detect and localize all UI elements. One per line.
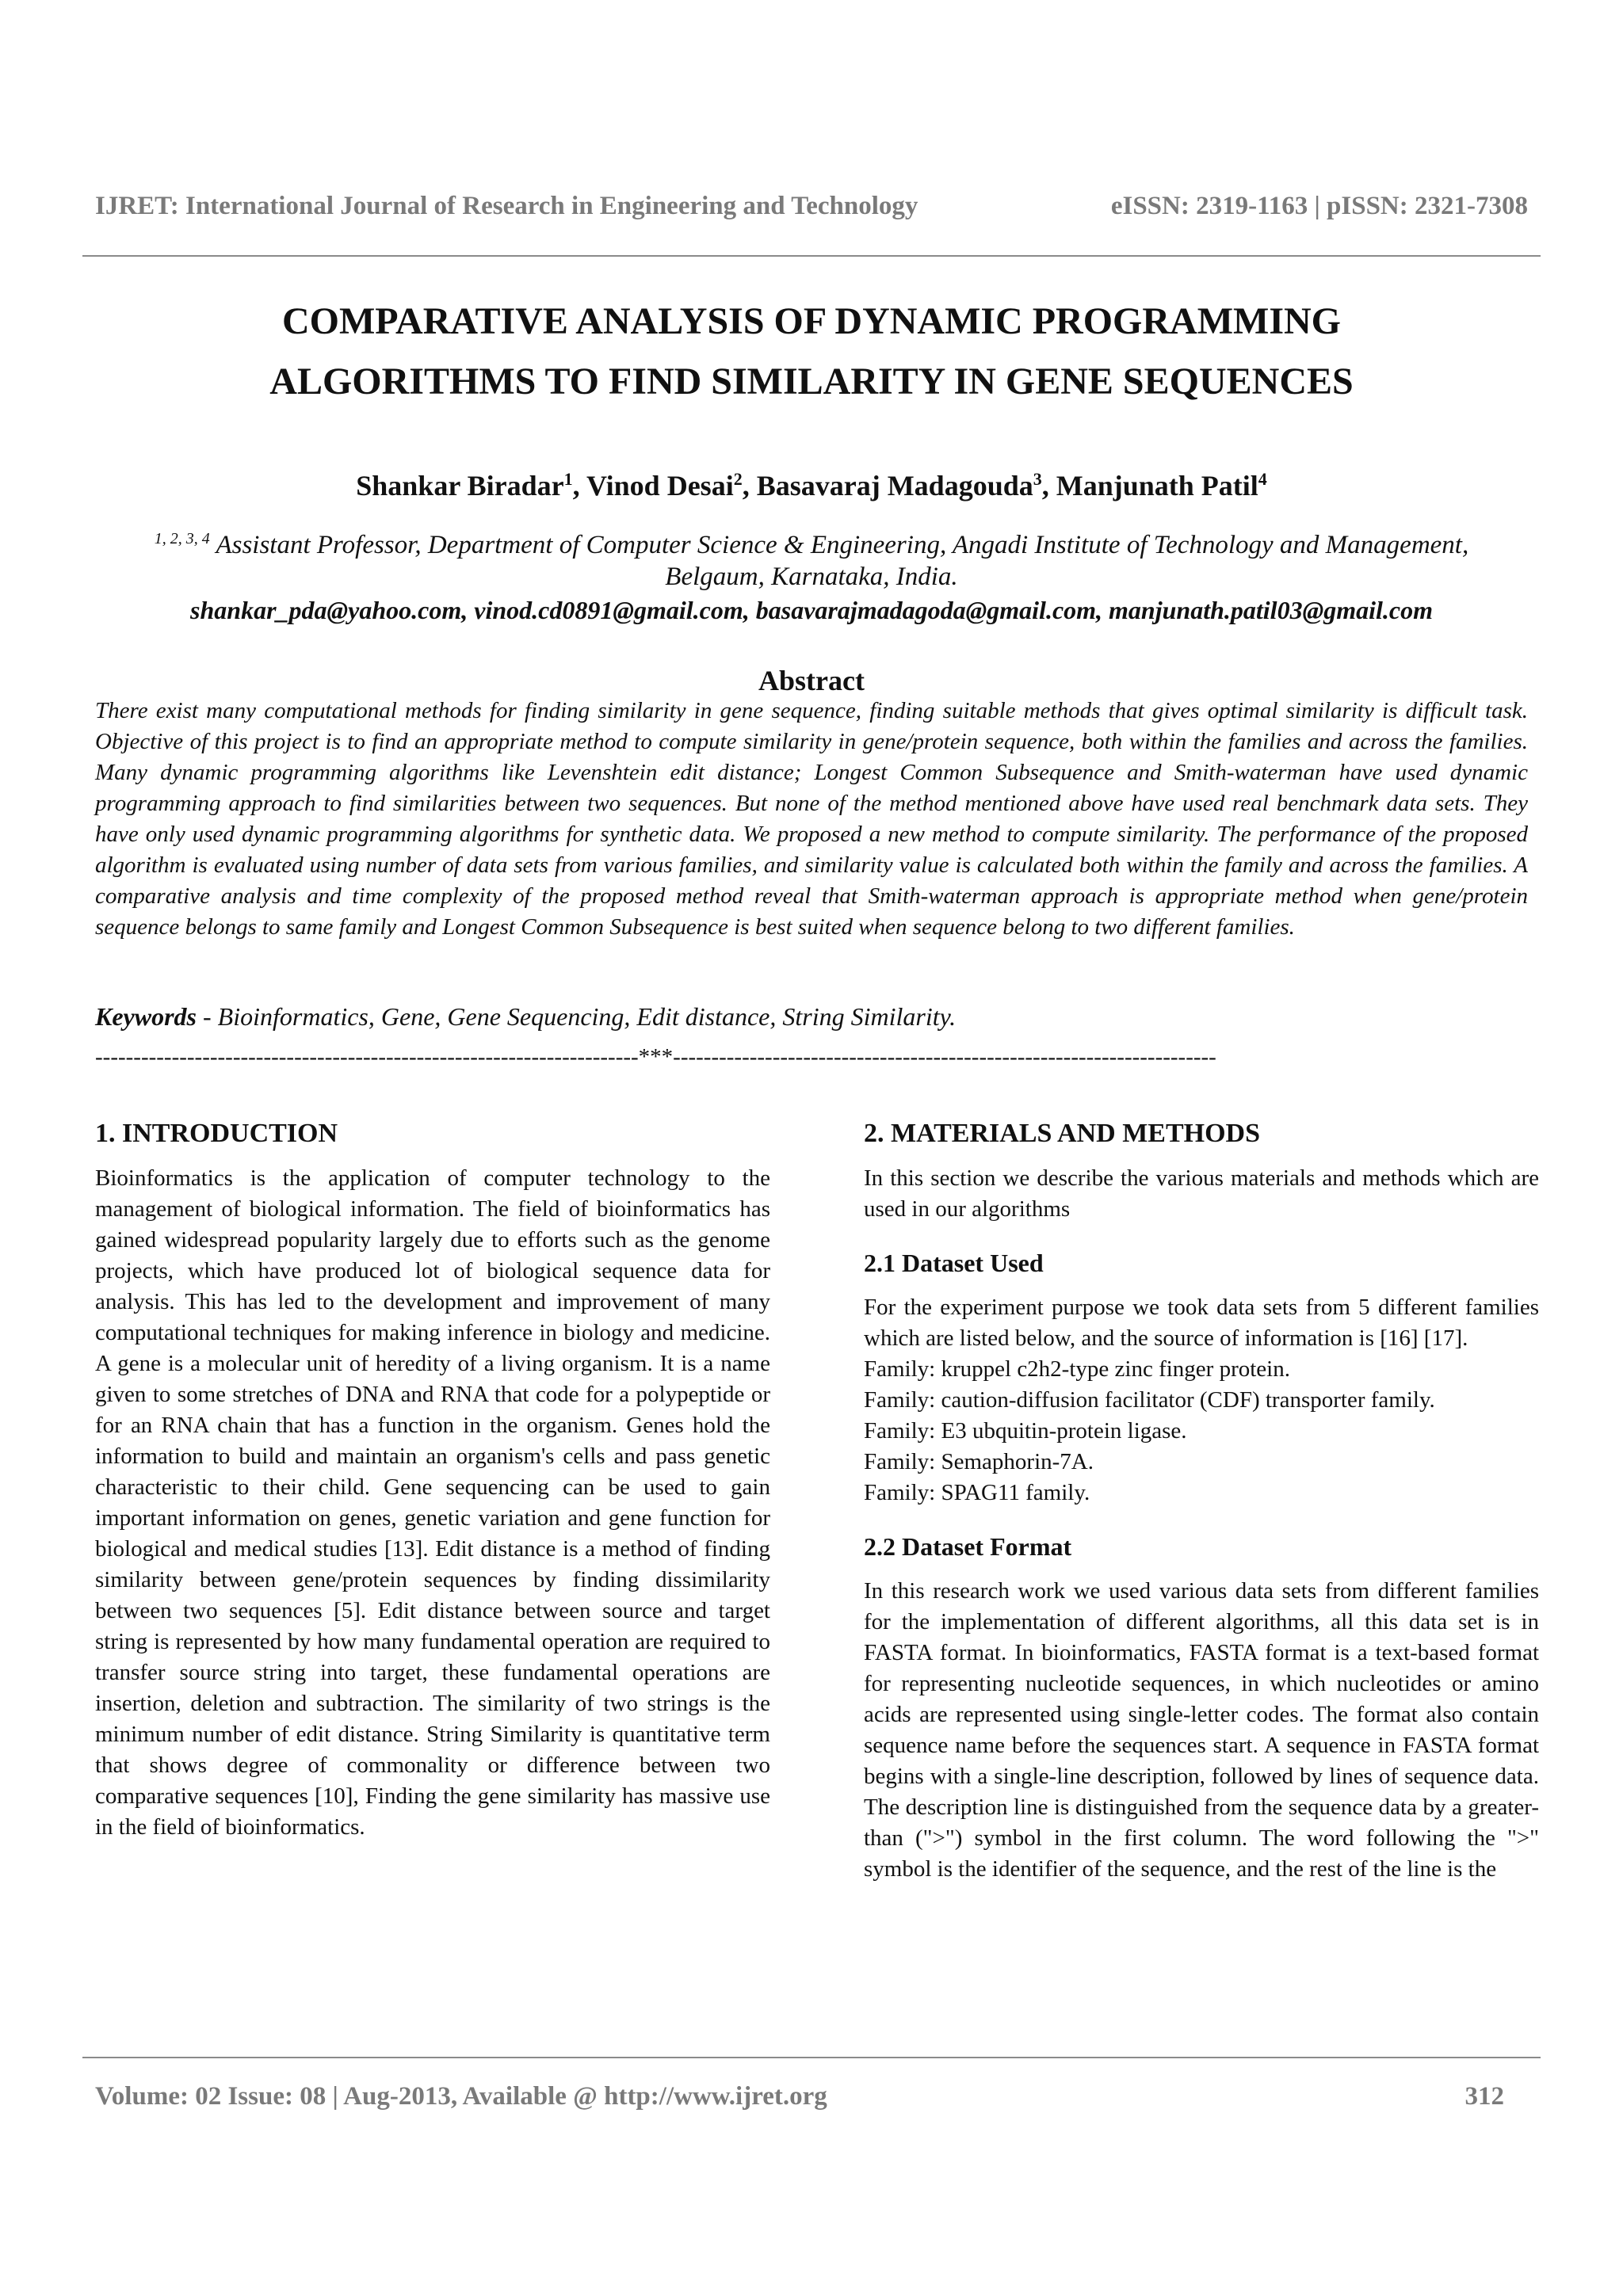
author-sup: 4 <box>1258 469 1267 489</box>
intro-text: Bioinformatics is the application of computer technology to the management of biological information. The field of bioinformatics has gained widespread popularity largely due to efforts such as the genome projects, which have produced lot of biological sequence data for analysis. This has led to the development and improvement of many computational techniques for making inference in biology and medicine. A gene is a molecular unit of heredity of a living organism. It is a name given to some stretches of DNA and RNA that code for a polypeptide or for an RNA chain that has a function in the organism. Genes hold the information to build and maintain an organism's cells and pass genetic characteristic to their child. Gene sequencing can be used to gain important information on genes, genetic variation and gene function for biological and medical studies [13]. Edit distance is a method of finding similarity between gene/protein sequences by finding dissimilarity between two sequences [5]. Edit distance between source and target string is represented by how many fundamental operation are required to transfer source string into target, these fundamental operations are insertion, deletion and subtraction. The similarity of two strings is the minimum number of edit distance. String Similarity is quantitative term that shows degree of commonality or difference between two comparative sequences [10], Finding the gene similarity has massive use in the field of bioinformatics. <box>95 1165 770 1840</box>
journal-name: IJRET: International Journal of Research in Engineering and Technology <box>95 192 918 220</box>
dataset-used-text: For the experiment purpose we took data sets from 5 different families which are listed below, and the source of information is [16] [17]. <box>864 1295 1539 1351</box>
author-sup: 1 <box>563 469 573 489</box>
affiliation-sup: 1, 2, 3, 4 <box>154 530 210 547</box>
author-name: Vinod Desai <box>586 470 734 502</box>
family-item: Family: E3 ubquitin-protein ligase. <box>864 1418 1187 1444</box>
section-separator: -----------------------------------------------------------------------***----------------------------------------------------------------------- <box>95 1044 1216 1070</box>
author-list: Shankar Biradar$^1$, Vinod Desai$^2$, Basavaraj Madagouda$^3$, Manjunath Patil$^4$ <box>356 469 1267 502</box>
title-line-1: COMPARATIVE ANALYSIS OF DYNAMIC PROGRAMMING <box>281 300 1341 342</box>
keywords <box>95 1002 1528 1032</box>
family-item: Family: caution-diffusion facilitator (CDF) transporter family. <box>864 1387 1435 1413</box>
title-line-2: ALGORITHMS TO FIND SIMILARITY IN GENE SEQUENCES <box>269 360 1354 402</box>
footer-rule <box>82 2057 1541 2058</box>
methods-heading: 2. MATERIALS AND METHODS <box>864 1119 1260 1148</box>
author-name: Shankar Biradar <box>356 470 564 502</box>
running-footer <box>95 2082 1528 2111</box>
page-number: 312 <box>1465 2082 1504 2111</box>
left-column <box>95 1119 770 1843</box>
author-sup: 3 <box>1033 469 1042 489</box>
abstract-heading: Abstract <box>758 665 865 696</box>
author-name: Manjunath Patil <box>1056 470 1258 502</box>
author-sup: 2 <box>733 469 743 489</box>
methods-text: In this section we describe the various materials and methods which are used in our algorithms <box>864 1165 1539 1222</box>
affiliation-text: Assistant Professor, Department of Computer Science & Engineering, Angadi Institute of Technology and Management, Belgaum, Karnataka, India. <box>216 531 1469 591</box>
header-rule <box>82 255 1541 257</box>
right-column <box>864 1119 1539 1885</box>
running-header <box>95 192 1528 221</box>
dataset-used-heading: 2.1 Dataset Used <box>864 1249 1044 1277</box>
paper-title <box>119 292 1504 412</box>
family-item: Family: kruppel c2h2-type zinc finger protein. <box>864 1356 1290 1382</box>
family-item: Family: SPAG11 family. <box>864 1480 1090 1505</box>
author-name: Basavaraj Madagouda <box>756 470 1033 502</box>
abstract-text: There exist many computational methods for finding similarity in gene sequence, finding suitable methods that gives optimal similarity is difficult task. Objective of this project is to find an appropriate method to compute similarity in gene/protein sequence, both within the families and across the families. Many dynamic programming algorithms like Levenshtein edit distance; Longest Common Subsequence and Smith-waterman have used dynamic programming approach to find similarities between two sequences. But none of the method mentioned above have used real benchmark data sets. They have only used dynamic programming algorithms for synthetic data. We proposed a new method to compute similarity. The performance of the proposed algorithm is evaluated using number of data sets from various families, and similarity value is calculated both within the family and across the families. A comparative analysis and time complexity of the proposed method reveal that Smith-waterman approach is appropriate method when gene/protein sequence belongs to same family and Longest Common Subsequence is best suited when sequence belong to two different families. <box>95 698 1528 940</box>
intro-heading: 1. INTRODUCTION <box>95 1119 338 1148</box>
dataset-format-text: In this research work we used various data sets from different families for the implementation of different algorithms, all this data set is in FASTA format. In bioinformatics, FASTA format is a text-based format for representing nucleotide sequences, in which nucleotides or amino acids are represented using single-letter codes. The format also contain sequence name before the sequences start. A sequence in FASTA format begins with a single-line description, followed by lines of sequence data. The description line is distinguished from the sequence data by a greater-than (">") symbol in the first column. The word following the ">" symbol is the identifier of the sequence, and the rest of the line is the <box>864 1578 1539 1882</box>
keywords-text: - Bioinformatics, Gene, Gene Sequencing, Edit distance, String Similarity. <box>197 1002 957 1031</box>
footer-volume: Volume: 02 Issue: 08 | Aug-2013, Available @ http://www.ijret.org <box>95 2082 827 2111</box>
keywords-label: Keywords <box>95 1002 197 1031</box>
family-item: Family: Semaphorin-7A. <box>864 1449 1094 1474</box>
dataset-format-heading: 2.2 Dataset Format <box>864 1532 1072 1561</box>
issn: eISSN: 2319-1163 | pISSN: 2321-7308 <box>1110 192 1528 220</box>
affiliation <box>135 523 1488 593</box>
author-emails: shankar_pda@yahoo.com, vinod.cd0891@gmail.com, basavarajmadagoda@gmail.com, manjunath.patil03@gmail.com <box>190 596 1433 624</box>
